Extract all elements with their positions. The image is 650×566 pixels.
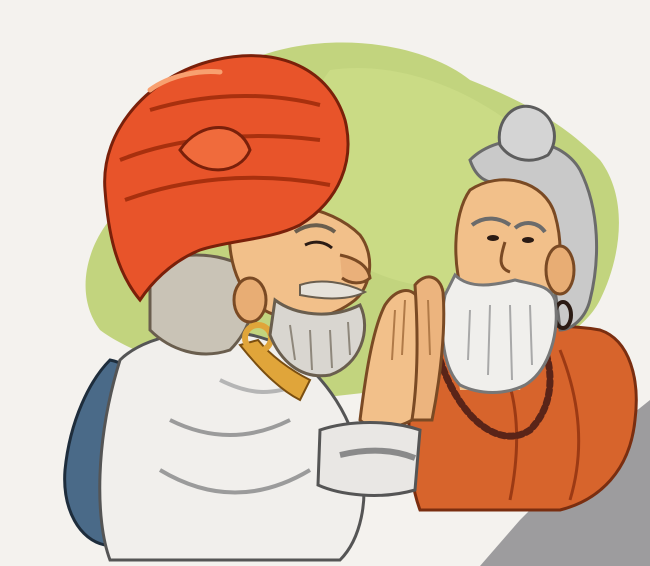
sage-eye-2 — [522, 237, 534, 243]
man-ear — [234, 278, 266, 322]
sleeve-cuff — [318, 423, 420, 496]
sage-ear — [546, 246, 574, 294]
sage-topknot — [499, 106, 554, 160]
sage-eye — [487, 235, 499, 241]
